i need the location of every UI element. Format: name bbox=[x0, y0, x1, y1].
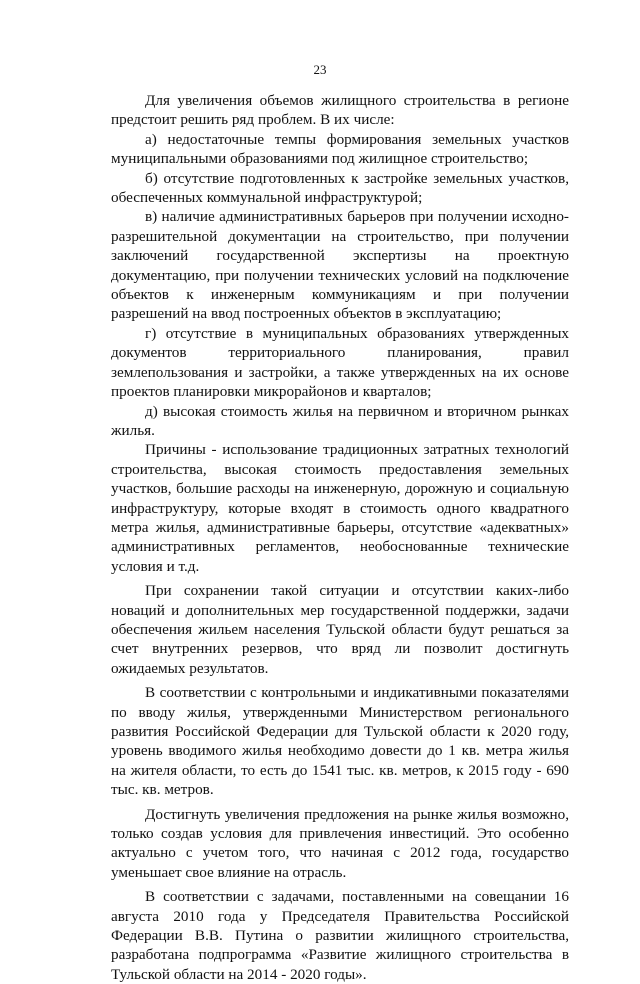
page-number: 23 bbox=[313, 62, 327, 77]
paragraph-intro: Для увеличения объемов жилищного строительства в регионе предстоит решить ряд проблем. В их числе: bbox=[111, 92, 569, 129]
paragraph-problem-b: б) отсутствие подготовленных к застройке земельных участков, обеспеченных коммунальной инфраструктурой; bbox=[111, 169, 569, 207]
paragraph-investment: Достигнуть увеличения предложения на рынке жилья возможно, только создав условия для привлечения инвестиций. Это особенно актуально с учетом того, что начиная с 2012 года, государство уменьшает свое влияние на отрасль. bbox=[111, 805, 569, 881]
document-body bbox=[111, 91, 569, 984]
paragraph-problem-c: в) наличие административных барьеров при получении исходно-разрешительной документации на строительство, при получении заключений государственной экспертизы на проектную документацию, при получении технических условий на подключение объектов к инженерным коммуникациям и при получении разрешений на ввод построенных объектов в эксплуатацию; bbox=[111, 208, 569, 323]
paragraph-situation: При сохранении такой ситуации и отсутствии каких-либо новаций и дополнительных мер государственной поддержки, задачи обеспечения жильем населения Тульской области будут решаться за счет внутренних резервов, что вряд ли позволит достигнуть ожидаемых результатов. bbox=[111, 582, 569, 677]
paragraph-causes: Причины - использование традиционных затратных технологий строительства, высокая стоимость предоставления земельных участков, большие расходы на инженерную, дорожную и социальную инфраструктуру, которые входят в стоимость одного квадратного метра жилья, административные барьеры, отсутствие «адекватных» административных регламентов, необоснованные технические условия и т.д. bbox=[111, 441, 569, 575]
paragraph-subprogram: В соответствии с задачами, поставленными на совещании 16 августа 2010 года у Председателя Правительства Российской Федерации В.В. Путина о развитии жилищного строительства, разработана подпрограмма «Развитие жилищного строительства в Тульской области на 2014 - 2020 годы». bbox=[111, 888, 569, 983]
paragraph-problem-d: г) отсутствие в муниципальных образованиях утвержденных документов территориального планирования, правил землепользования и застройки, а также утвержденных на их основе проектов планировки микрорайонов и кварталов; bbox=[111, 324, 569, 401]
paragraph-indicators: В соответствии с контрольными и индикативными показателями по вводу жилья, утвержденными Министерством регионального развития Российской Федерации для Тульской области к 2020 году, уровень вводимого жилья необходимо довести до 1 кв. метра жилья на жителя области, то есть до 1541 тыс. кв. метров, к 2015 году - 690 тыс. кв. метров. bbox=[111, 684, 569, 799]
paragraph-problem-e: д) высокая стоимость жилья на первичном и вторичном рынках жилья. bbox=[111, 402, 569, 439]
paragraph-problem-a: а) недостаточные темпы формирования земельных участков муниципальными образованиями под жилищное строительство; bbox=[111, 130, 569, 168]
